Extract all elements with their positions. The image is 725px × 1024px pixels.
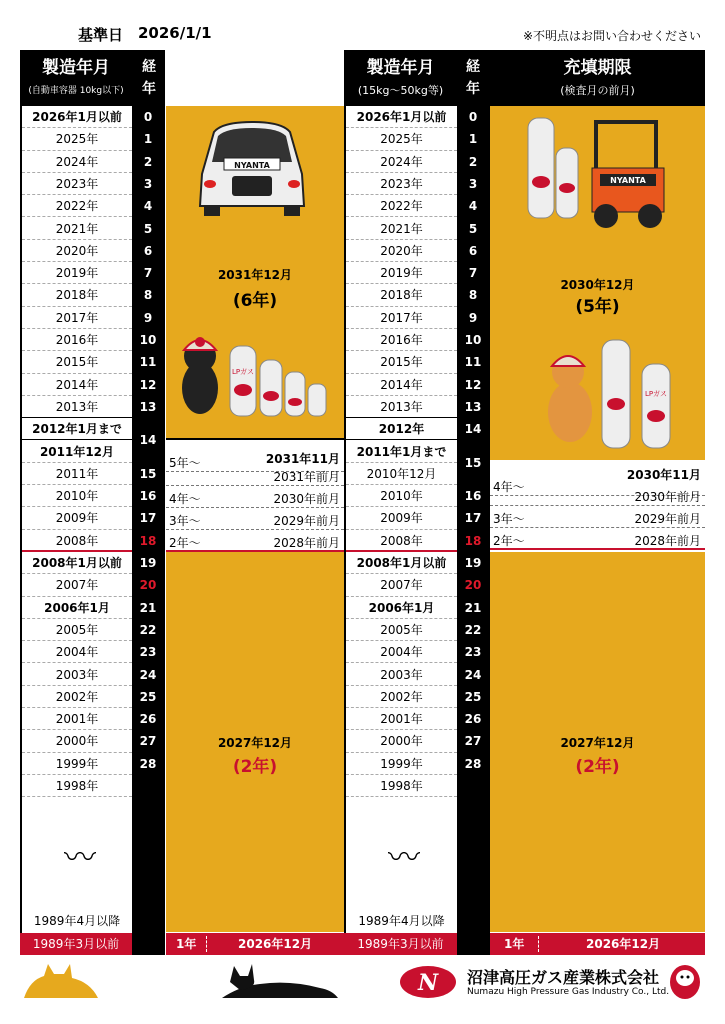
right-mfg-row: 2016年	[346, 329, 457, 351]
left-mfg-row: 2021年	[22, 218, 132, 240]
left-mfg-row: 2018年	[22, 284, 132, 306]
left-mfg-row: 2024年	[22, 151, 132, 173]
left-mfg-row: 2013年	[22, 396, 132, 418]
left-mid-row-2: 4年〜 2030年前月	[166, 486, 344, 508]
left-mfg-row: 2023年	[22, 173, 132, 195]
left-mfg-row: 2000年	[22, 730, 132, 752]
right-mfg-row: 2004年	[346, 641, 457, 663]
left-mfg-row: 2006年1月	[22, 597, 132, 619]
right-1yr-bar: 1年 2026年12月	[490, 933, 705, 955]
left-6yr-date: 2031年12月	[217, 268, 293, 282]
right-year-count: 22	[464, 622, 482, 637]
svg-text:LPガス: LPガス	[644, 390, 668, 398]
right-year-count: 12	[464, 377, 482, 392]
left-year-count: 19	[139, 556, 157, 570]
left-year-count: 24	[139, 667, 157, 682]
left-year-count: 3	[143, 176, 153, 191]
left-mfg-row: 2011年12月	[22, 441, 132, 463]
left-mfg-row: 2025年	[22, 128, 132, 150]
left-year-count: 4	[143, 199, 153, 214]
left-year-count: 18	[139, 533, 157, 548]
left-year-count: 17	[139, 511, 157, 526]
left-year-count: 21	[139, 600, 157, 615]
cat-with-cylinders-icon	[170, 326, 340, 421]
right-bottom-row: 1989年4月以降	[358, 914, 445, 928]
daruma-icon	[668, 960, 702, 1000]
left-year-count: 6	[143, 243, 153, 258]
left-bottom-row: 1989年4月以降	[33, 914, 121, 928]
left-mfg-row: 2015年	[22, 351, 132, 373]
left-mfg-row: 2009年	[22, 507, 132, 529]
left-transition-band	[166, 438, 344, 554]
left-6yr-duration: (6年)	[232, 291, 278, 311]
left-year-count: 20	[139, 578, 157, 593]
svg-text:N: N	[417, 970, 439, 996]
left-year-count: 5	[143, 221, 153, 236]
base-date-label: 基準日	[78, 26, 124, 44]
left-mfg-row: 2012年1月まで	[22, 418, 132, 440]
left-year-count: 13	[139, 399, 157, 414]
base-date-value: 2026/1/1	[138, 24, 212, 42]
right-ellipsis-tilde: 〰	[388, 838, 421, 876]
right-mfg-row: 2006年1月	[346, 597, 457, 619]
right-year-count: 23	[464, 645, 482, 660]
right-mfg-row: 2026年1月以前	[346, 106, 457, 128]
left-bottom-red-row: 1989年3月以前	[20, 933, 132, 955]
left-mfg-row: 2022年	[22, 195, 132, 217]
left-year-count: 0	[143, 110, 153, 124]
right-year-count: 26	[464, 712, 482, 727]
right-year-count: 1	[468, 132, 478, 147]
right-mid-row-1: 4年〜	[490, 474, 705, 496]
car-icon	[192, 114, 312, 224]
right-mfg-row: 2005年	[346, 619, 457, 641]
left-year-count: 2	[143, 154, 153, 169]
right-years-header: 経 年	[466, 59, 480, 97]
left-year-count: 27	[139, 734, 157, 749]
left-deadline-header: 充填期限 (検査月の前月)	[217, 58, 293, 97]
left-year-count: 14	[139, 433, 157, 448]
left-year-count: 25	[139, 689, 157, 704]
left-mfg-row: 2019年	[22, 262, 132, 284]
right-mfg-row: 2000年	[346, 730, 457, 752]
right-year-count: 18	[464, 533, 482, 548]
right-year-count: 4	[468, 199, 478, 214]
left-year-count: 11	[139, 355, 157, 370]
right-mfg-row: 2019年	[346, 262, 457, 284]
right-year-count: 2	[468, 154, 478, 169]
right-mfg-row: 2003年	[346, 664, 457, 686]
left-mfg-row: 2010年	[22, 485, 132, 507]
right-mfg-row: 2022年	[346, 195, 457, 217]
left-mfg-row: 2007年	[22, 574, 132, 596]
left-mid-row-4: 2年〜 2028年前月	[166, 530, 344, 552]
left-2yr-date: 2027年12月	[217, 736, 293, 750]
svg-text:NYANTA: NYANTA	[610, 176, 646, 185]
right-year-count: 16	[464, 489, 482, 504]
svg-text:NYANTA: NYANTA	[234, 161, 270, 170]
left-year-count: 10	[139, 333, 157, 347]
left-6yr-block	[166, 106, 344, 438]
right-year-count: 21	[464, 600, 482, 615]
right-year-count: 25	[464, 689, 482, 704]
right-mfg-row: 2010年12月	[346, 463, 457, 485]
right-year-count: 20	[464, 578, 482, 593]
right-year-count: 19	[464, 556, 482, 570]
left-mid-row-3: 3年〜 2029年前月	[166, 508, 344, 530]
right-mfg-row: 1998年	[346, 775, 457, 797]
left-year-count: 15	[139, 466, 157, 481]
left-year-count: 23	[139, 645, 157, 660]
right-year-count: 24	[464, 667, 482, 682]
left-mfg-row: 2004年	[22, 641, 132, 663]
orange-cat-silhouette-icon	[20, 960, 100, 1000]
right-mfg-row: 2011年1月まで	[346, 441, 457, 463]
black-cat-silhouette-icon	[220, 958, 340, 1002]
right-mfg-row: 2013年	[346, 396, 457, 418]
right-mfg-row: 2007年	[346, 574, 457, 596]
right-2yr-block	[490, 552, 705, 932]
inquiry-note: ※不明点はお問い合わせください	[522, 29, 701, 43]
right-year-count: 28	[464, 756, 482, 771]
right-mfg-row: 2001年	[346, 708, 457, 730]
right-year-count: 11	[464, 355, 482, 370]
right-mid-row-4: 2年〜 2028年前月	[490, 528, 705, 550]
right-mfg-row: 2021年	[346, 218, 457, 240]
left-mid-row-0: 5年〜 2031年11月	[166, 450, 344, 472]
right-year-count: 3	[468, 176, 478, 191]
right-mfg-row: 2024年	[346, 151, 457, 173]
left-mfg-row: 1999年	[22, 753, 132, 775]
right-year-count: 15	[464, 455, 482, 470]
right-mfg-row: 2008年	[346, 530, 457, 552]
left-ellipsis-tilde: 〰	[64, 838, 97, 876]
right-mfg-row: 2017年	[346, 307, 457, 329]
left-mfg-row: 2020年	[22, 240, 132, 262]
right-mid-row-2: 2030年前月	[490, 484, 705, 506]
right-year-count: 13	[464, 399, 482, 414]
right-mfg-row: 2008年1月以前	[346, 552, 457, 574]
left-mfg-header: 製造年月 (自動車容器 10kg以下)	[28, 58, 124, 96]
right-deadline-header: 充填期限 (検査月の前月)	[560, 58, 635, 97]
right-mfg-row: 2009年	[346, 507, 457, 529]
right-year-count: 9	[468, 310, 478, 325]
left-mfg-row: 2008年1月以前	[22, 552, 132, 574]
company-name: 沼津高圧ガス産業株式会社	[467, 968, 660, 987]
right-mfg-row: 2020年	[346, 240, 457, 262]
left-mfg-column	[22, 106, 132, 933]
left-mfg-row: 2026年1月以前	[22, 106, 132, 128]
left-mid-row-1: 2031年前月	[166, 464, 344, 486]
left-mfg-row: 2008年	[22, 530, 132, 552]
left-2yr-block	[166, 552, 344, 932]
right-mfg-row: 1999年	[346, 753, 457, 775]
right-years-column	[459, 106, 489, 933]
right-2yr-date: 2027年12月	[560, 736, 635, 750]
right-mfg-row: 2023年	[346, 173, 457, 195]
forklift-with-cylinders-icon	[498, 112, 698, 232]
left-year-count: 28	[139, 756, 157, 771]
right-year-count: 6	[468, 243, 478, 258]
right-year-count: 8	[468, 288, 478, 303]
left-year-count: 8	[143, 288, 153, 303]
right-year-count: 10	[464, 333, 482, 347]
left-mfg-row: 2017年	[22, 307, 132, 329]
svg-text:LPガス: LPガス	[231, 368, 255, 376]
orange-cat-with-cylinders-icon	[520, 334, 690, 449]
left-year-count: 16	[139, 489, 157, 504]
left-year-count: 7	[143, 266, 153, 281]
right-mfg-row: 2002年	[346, 686, 457, 708]
right-5yr-duration: (5年)	[575, 297, 620, 317]
left-year-count: 22	[139, 622, 157, 637]
right-5yr-block	[490, 106, 705, 460]
left-mfg-row: 2016年	[22, 329, 132, 351]
right-mfg-header: 製造年月 (15kg～50kg等)	[357, 58, 444, 97]
left-year-count: 1	[143, 132, 153, 147]
right-mfg-row: 2014年	[346, 374, 457, 396]
right-year-count: 0	[468, 110, 478, 124]
left-year-count: 26	[139, 712, 157, 727]
right-5yr-date: 2030年12月	[560, 278, 635, 292]
company-name-en: Numazu High Pressure Gas Industry Co., Ltd.	[467, 987, 670, 997]
left-mfg-row: 2014年	[22, 374, 132, 396]
left-mfg-row: 2003年	[22, 664, 132, 686]
left-years-header: 経 年	[142, 59, 156, 97]
right-mfg-row: 2015年	[346, 351, 457, 373]
left-1yr-bar: 1年 2026年12月	[166, 933, 344, 955]
left-2yr-duration: (2年)	[232, 757, 278, 777]
left-year-count: 9	[143, 310, 153, 325]
left-years-column	[134, 106, 164, 933]
left-mfg-row: 1998年	[22, 775, 132, 797]
right-bottom-red-row: 1989年3月以前	[344, 933, 457, 955]
right-year-count: 17	[464, 511, 482, 526]
right-2yr-duration: (2年)	[575, 757, 620, 777]
right-mfg-row: 2012年	[346, 418, 457, 440]
left-mfg-row: 2005年	[22, 619, 132, 641]
right-transition-band	[490, 460, 705, 552]
right-year-count: 14	[464, 422, 482, 437]
right-year-count: 7	[468, 266, 478, 281]
left-mfg-row: 2001年	[22, 708, 132, 730]
right-year-count: 5	[468, 221, 478, 236]
right-mfg-row: 2025年	[346, 128, 457, 150]
right-mfg-column	[346, 106, 457, 933]
right-year-count: 27	[464, 734, 482, 749]
company-logo-icon	[398, 964, 458, 1000]
left-mfg-row: 2002年	[22, 686, 132, 708]
right-mid-row-3: 3年〜 2029年前月	[490, 506, 705, 528]
right-mfg-row: 2010年	[346, 485, 457, 507]
left-mfg-row: 2011年	[22, 463, 132, 485]
left-year-count: 12	[139, 377, 157, 392]
right-mid-row-0: 2030年11月	[626, 468, 701, 482]
right-mfg-row: 2018年	[346, 284, 457, 306]
